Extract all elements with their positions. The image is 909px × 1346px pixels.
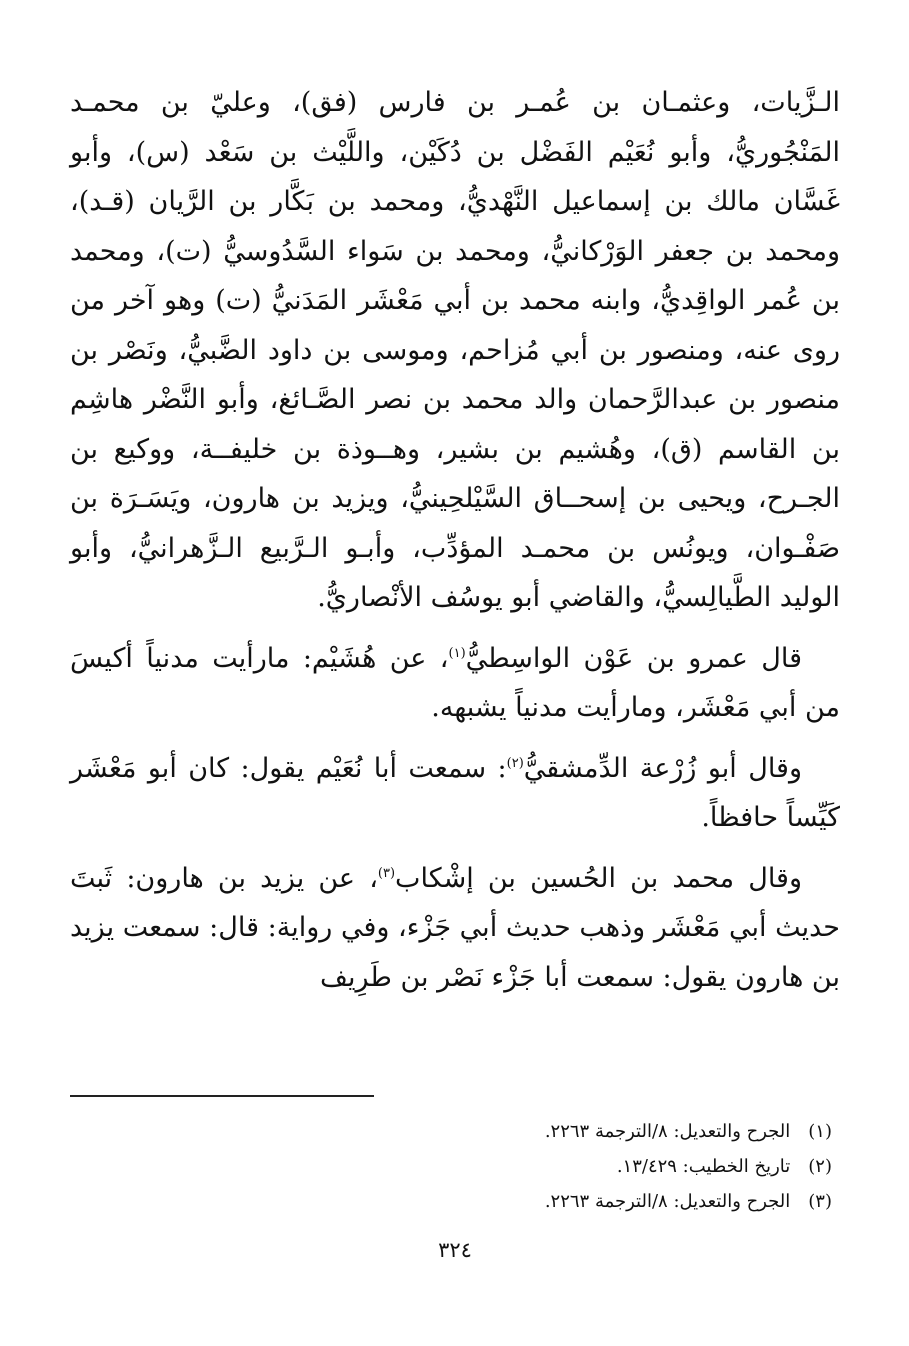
footnote-3 xyxy=(72,1184,832,1219)
footnote-1-number: (١) xyxy=(808,1121,832,1142)
footnote-2 xyxy=(72,1149,832,1184)
footnote-1 xyxy=(72,1114,832,1149)
quote-2-before: وقال أبو زُرْعة الدِّمشقيُّ xyxy=(523,752,802,784)
quote-paragraph-3 xyxy=(70,854,840,1003)
quote-1-before: قال عمرو بن عَوْن الواسِطيُّ xyxy=(465,642,802,674)
footnote-ref-2: (٢) xyxy=(506,755,524,771)
footnote-ref-1: (١) xyxy=(448,645,466,661)
footnote-2-number: (٢) xyxy=(808,1156,832,1177)
page-number: ٣٢٤ xyxy=(438,1238,472,1262)
footnote-separator xyxy=(70,1095,374,1097)
quote-1-after: ، عن هُشَيْم: مارأيت مدنياً أكيسَ من أبي مَعْشَر، ومارأيت مدنياً يشبهه. xyxy=(70,642,840,723)
footnote-ref-3: (٣) xyxy=(377,865,396,881)
footnote-3-text: الجرح والتعديل: ٨/الترجمة ٢٢٦٣. xyxy=(544,1191,791,1212)
footnotes xyxy=(72,1114,832,1219)
quote-paragraph-1 xyxy=(70,634,840,733)
quote-3-after: ، عن يزيد بن هارون: ثَبتَ حديث أبي مَعْشَر وذهب حديث أبي جَزْء، وفي رواية: قال: سمعت يزيد بن هارون يقول: سمعت أبا جَزْء نَصْر بن طَرِيف xyxy=(70,862,840,993)
narrator-list-paragraph: الـزَّيات، وعثمـان بن عُمـر بن فارس (فق)، وعليّ بن محمـد المَنْجُوريُّ، وأبو نُعَيْم الفَضْل بن دُكَيْن، واللَّيْث بن سَعْد (س)، وأبو غَسَّان مالك بن إسماعيل النَّهْديُّ، ومحمد بن بَكَّار بن الرَّيان (قـد)، ومحمد بن جعفر الوَرْكانيُّ، ومحمد بن سَواء السَّدُوسيُّ (ت)، ومحمد بن عُمر الواقِديُّ، وابنه محمد بن أبي مَعْشَر المَدَنيُّ (ت) وهو آخر من روى عنه، ومنصور بن أبي مُزاحم، وموسى بن داود الضَّبيُّ، ونَصْر بن منصور بن عبدالرَّحمان والد محمد بن نصر الصَّـائغ، وأبو النَّضْر هاشِم بن القاسم (ق)، وهُشيم بن بشير، وهــوذة بن خليفــة، ووكيع بن الجـرح، ويحيى بن إسحــاق السَّيْلحِينيُّ، ويزيد بن هارون، ويَسَـرَة بن صَفْـوان، ويونُس بن محمـد المؤدِّب، وأبـو الـرَّبيع الـزَّهرانيُّ، وأبو الوليد الطَّيالِسيُّ، والقاضي أبو يوسُف الأنْصاريُّ. xyxy=(70,87,840,613)
page-body xyxy=(70,78,840,1298)
footnote-1-text: الجرح والتعديل: ٨/الترجمة ٢٢٦٣. xyxy=(544,1121,791,1142)
quote-3-before: وقال محمد بن الحُسين بن إشْكاب xyxy=(395,862,802,894)
footnote-3-number: (٣) xyxy=(808,1191,832,1212)
quote-paragraph-2 xyxy=(70,744,840,843)
quote-2-after: : سمعت أبا نُعَيْم يقول: كان أبو مَعْشَر كَيِّساً حافظاً. xyxy=(70,752,840,833)
footnote-2-text: تاريخ الخطيب: ١٣/٤٢٩. xyxy=(616,1156,791,1177)
